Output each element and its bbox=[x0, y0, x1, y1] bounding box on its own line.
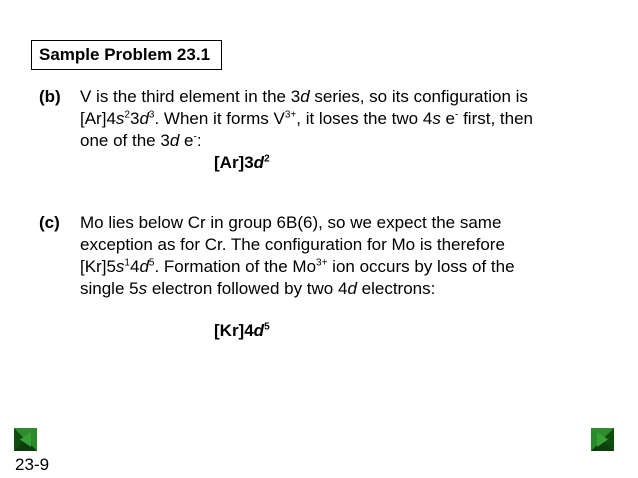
part-c-label: (c) bbox=[39, 213, 60, 232]
page-number: 23-9 bbox=[15, 455, 50, 474]
part-b-label: (b) bbox=[39, 87, 61, 106]
part-c-text bbox=[80, 212, 600, 300]
part-b-result: $[Ar]3d^2$ bbox=[214, 153, 270, 172]
part-c-line-2: exception as for Cr. The configuration for Mo is therefore bbox=[80, 235, 505, 254]
part-b-line-2: $[Ar]4s^23d^3$. When it forms $V^{3+}$, it loses the two 4s e- first, then bbox=[80, 109, 533, 128]
part-b-text bbox=[80, 86, 600, 152]
sample-problem-title: Sample Problem 23.1 bbox=[31, 40, 222, 70]
part-c-result: $[Kr]4d^5$ bbox=[214, 321, 270, 340]
triangle-right-icon[interactable] bbox=[591, 428, 614, 451]
part-c-line-3: $[Kr]5s^14d^5$. Formation of the $Mo^{3+}$ ion occurs by loss of the bbox=[80, 257, 515, 276]
part-c-line-4: single 5s electron followed by two 4d electrons: bbox=[80, 279, 436, 298]
part-b-line-3: one of the 3d e-: bbox=[80, 131, 202, 150]
triangle-left-icon[interactable] bbox=[14, 428, 37, 451]
part-c-line-1: Mo lies below Cr in group 6B(6), so we expect the same bbox=[80, 213, 502, 232]
part-b-line-1: V is the third element in the 3d series, so its configuration is bbox=[80, 87, 528, 106]
